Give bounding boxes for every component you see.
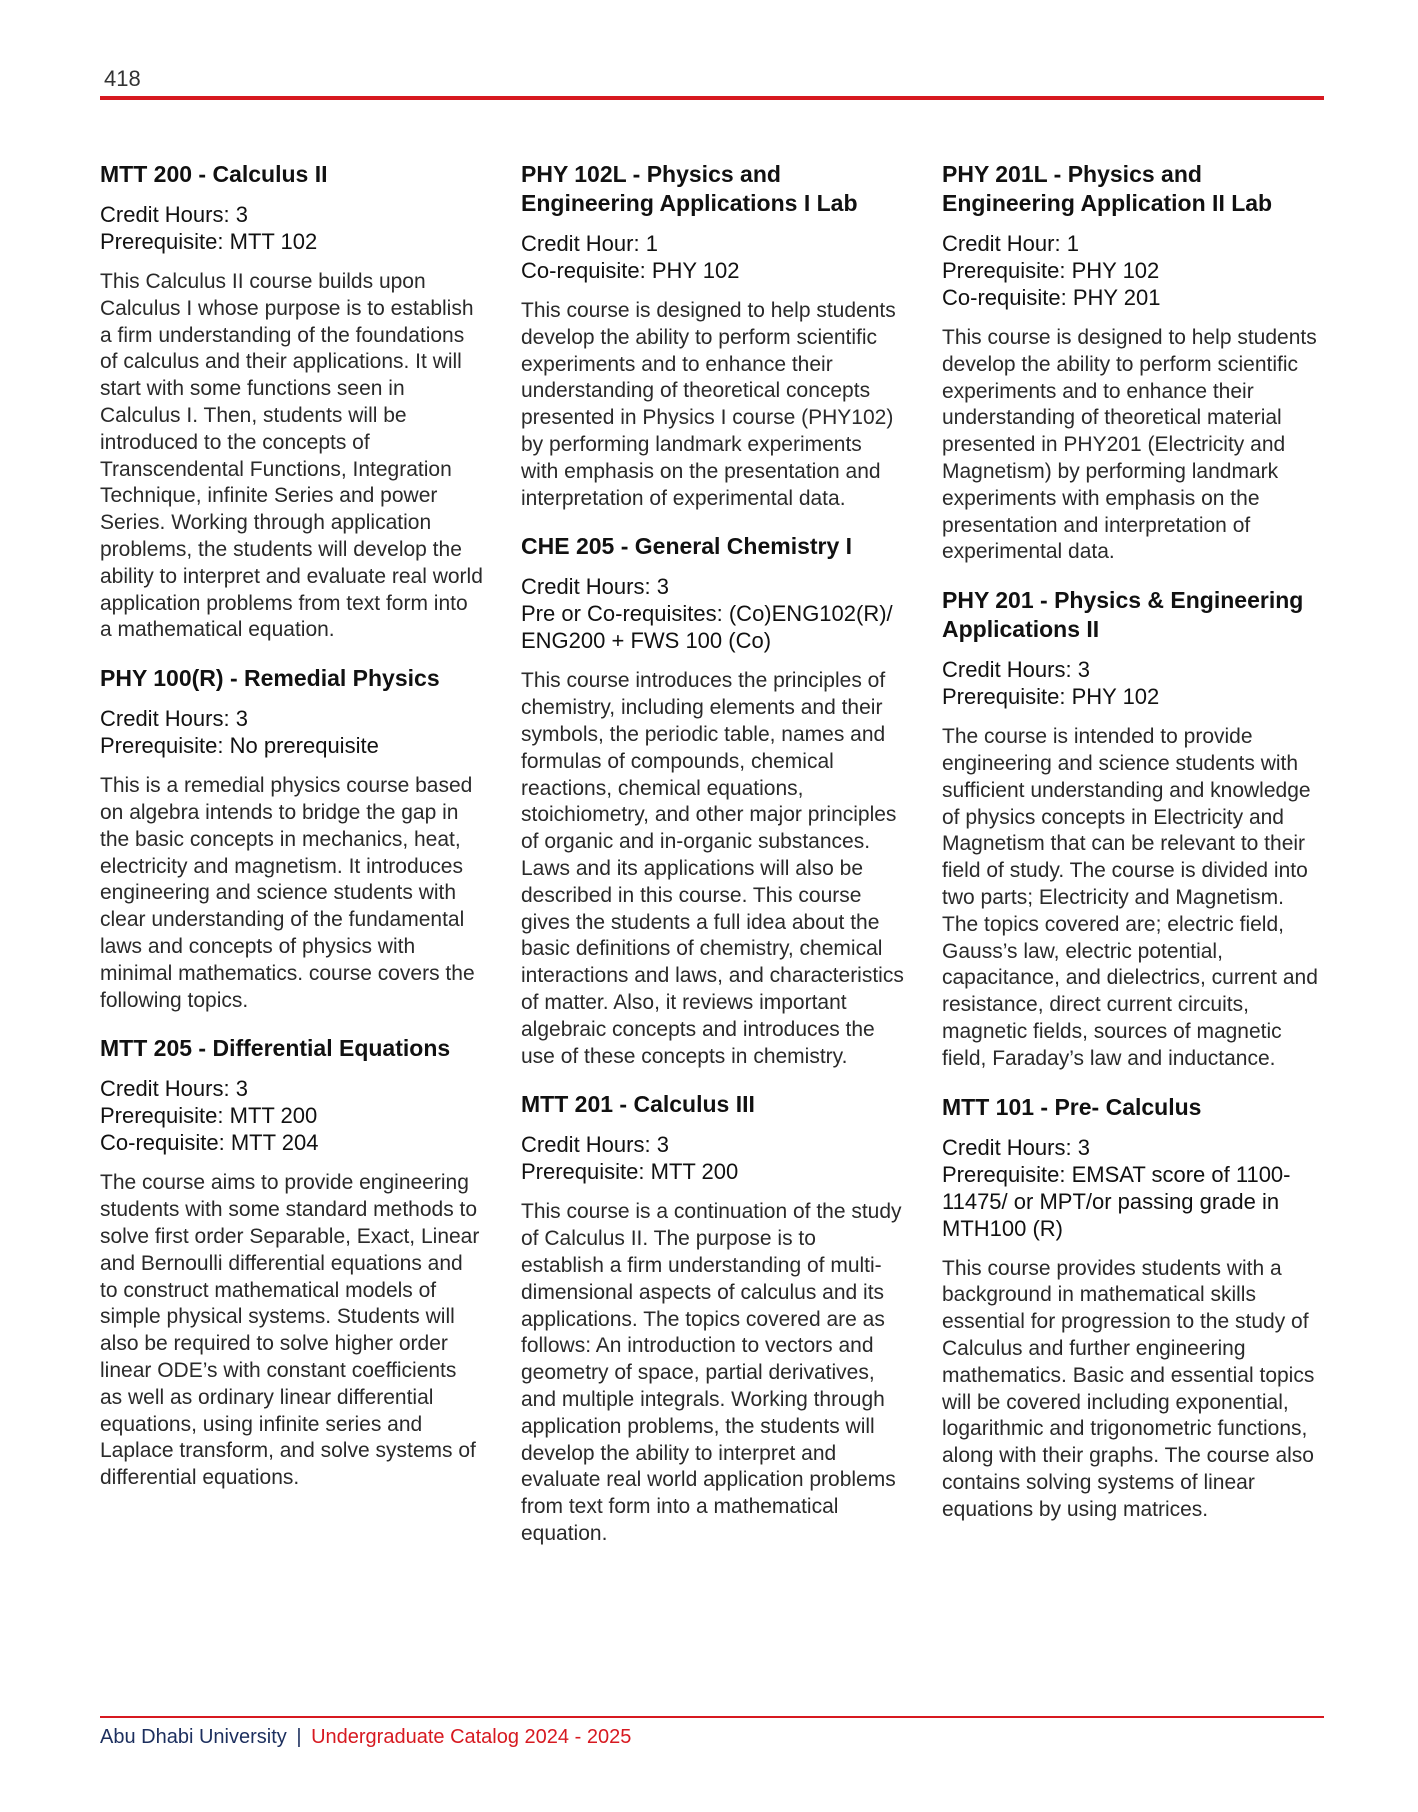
prerequisite: Prerequisite: MTT 200 bbox=[521, 1159, 739, 1185]
page-number: 418 bbox=[104, 66, 141, 91]
course-meta bbox=[521, 1131, 904, 1185]
prerequisite: Prerequisite: PHY 102 bbox=[942, 684, 1160, 710]
course-entry-che205 bbox=[521, 532, 904, 1070]
course-meta bbox=[521, 573, 904, 654]
credit-hours: Credit Hours: 3 bbox=[521, 574, 669, 600]
column-1 bbox=[100, 160, 483, 1568]
credit-hours: Credit Hour: 1 bbox=[521, 231, 658, 256]
prerequisite: Prerequisite: EMSAT score of 1100-11475/ or MPT/or passing grade in MTH100 (R) bbox=[942, 1161, 1291, 1241]
course-entry-mtt101 bbox=[942, 1093, 1325, 1524]
course-description: This course introduces the principles of chemistry, including elements and their symbols, the periodic table, names and formulas of compounds, chemical reactions, chemical equations, stoichiometry, and other major principles of organic and in-organic substances. Laws and its applications will also be described in this course. This course gives the students a full idea about the basic definitions of chemistry, chemical interactions and laws, and characteristics of matter. Also, it reviews important algebraic concepts and introduces the use of these concepts in chemistry. bbox=[521, 669, 904, 1068]
credit-hours: Credit Hours: 3 bbox=[521, 1132, 669, 1158]
footer-catalog: Undergraduate Catalog 2024 - 2025 bbox=[311, 1726, 632, 1748]
course-description: This course is a continuation of the study of Calculus II. The purpose is to establish a firm understanding of multi-dimensional aspects of calculus and its applications. The topics covered are as follows: An introduction to vectors and geometry of space, partial derivatives, and multiple integrals. Working through application problems, the students will develop the ability to interpret and evaluate real world application problems from text form into a mathematical equation. bbox=[521, 1200, 902, 1545]
course-meta bbox=[100, 201, 483, 255]
course-title: PHY 201 - Physics & Engineering Applications II bbox=[942, 587, 1304, 643]
course-entry-mtt200 bbox=[100, 160, 483, 644]
course-entry-phy201l bbox=[942, 160, 1325, 566]
course-description: This course is designed to help students develop the ability to perform scientific experiments and to enhance their understanding of theoretical concepts presented in Physics I course (PHY102) by performing landmark experiments with emphasis on the presentation and interpretation of experimental data. bbox=[521, 299, 896, 510]
credit-hours: Credit Hours: 3 bbox=[942, 1134, 1090, 1160]
course-columns bbox=[100, 160, 1324, 1568]
course-entry-phy102l bbox=[521, 160, 904, 512]
course-meta bbox=[942, 1134, 1325, 1242]
course-meta bbox=[521, 230, 904, 284]
course-title: MTT 200 - Calculus II bbox=[100, 161, 328, 187]
corequisite: Co-requisite: PHY 102 bbox=[521, 258, 740, 283]
top-divider bbox=[100, 96, 1324, 100]
column-2 bbox=[521, 160, 904, 1568]
prerequisite: Prerequisite: PHY 102 bbox=[942, 258, 1160, 283]
course-meta bbox=[100, 1075, 483, 1156]
credit-hours: Credit Hour: 1 bbox=[942, 231, 1079, 256]
course-meta bbox=[100, 705, 483, 759]
course-title: PHY 102L - Physics and Engineering Applications I Lab bbox=[521, 161, 858, 216]
course-meta bbox=[942, 230, 1325, 311]
footer-university: Abu Dhabi University bbox=[100, 1726, 287, 1748]
course-title: PHY 201L - Physics and Engineering Application II Lab bbox=[942, 161, 1273, 216]
footer bbox=[100, 1724, 631, 1750]
prerequisite: Prerequisite: MTT 102 bbox=[100, 229, 318, 254]
prerequisite: Prerequisite: No prerequisite bbox=[100, 733, 379, 759]
credit-hours: Credit Hours: 3 bbox=[942, 657, 1090, 683]
corequisite: Co-requisite: PHY 201 bbox=[942, 285, 1161, 310]
course-description: The course is intended to provide engineering and science students with sufficient understanding and knowledge of physics concepts in Electricity and Magnetism that can be relevant to their field of study. The course is divided into two parts; Electricity and Magnetism. The topics covered are; electric field, Gauss’s law, electric potential, capacitance, and dielectrics, current and resistance, direct current circuits, magnetic fields, sources of magnetic field, Faraday’s law and inductance. bbox=[942, 725, 1318, 1070]
bottom-divider bbox=[100, 1716, 1324, 1718]
course-title: PHY 100(R) - Remedial Physics bbox=[100, 665, 440, 692]
course-entry-mtt201 bbox=[521, 1090, 904, 1547]
course-title: CHE 205 - General Chemistry I bbox=[521, 533, 853, 560]
credit-hours: Credit Hours: 3 bbox=[100, 1076, 248, 1102]
prerequisite: Pre or Co-requisites: (Co)ENG102(R)/ ENG200 + FWS 100 (Co) bbox=[521, 601, 893, 654]
course-description: This course provides students with a background in mathematical skills essential for progression to the study of Calculus and further engineering mathematics. Basic and essential topics will be covered including exponential, logarithmic and trigonometric functions, along with their graphs. The course also contains solving systems of linear equations by using matrices. bbox=[942, 1256, 1315, 1521]
course-description: This Calculus II course builds upon Calculus I whose purpose is to establish a firm understanding of the foundations of calculus and their applications. It will start with some functions seen in Calculus I. Then, students will be introduced to the concepts of Transcendental Functions, Integration Technique, infinite Series and power Series. Working through application problems, the students will develop the ability to interpret and evaluate real world application problems from text form into a mathematical equation. bbox=[100, 270, 483, 642]
course-entry-phy100r bbox=[100, 664, 483, 1014]
prerequisite: Prerequisite: MTT 200 bbox=[100, 1103, 318, 1129]
course-description: The course aims to provide engineering students with some standard methods to solve first order Separable, Exact, Linear and Bernoulli differential equations and to construct mathematical models of simple physical systems. Students will also be required to solve higher order linear ODE’s with constant coefficients as well as ordinary linear differential equations, using infinite series and Laplace transform, and solve systems of differential equations. bbox=[100, 1171, 480, 1490]
footer-separator: | bbox=[296, 1726, 302, 1748]
course-title: MTT 205 - Differential Equations bbox=[100, 1035, 451, 1062]
course-title: MTT 201 - Calculus III bbox=[521, 1091, 755, 1118]
course-entry-phy201 bbox=[942, 586, 1325, 1072]
course-entry-mtt205 bbox=[100, 1034, 483, 1492]
course-meta bbox=[942, 656, 1325, 710]
course-title: MTT 101 - Pre- Calculus bbox=[942, 1093, 1202, 1120]
credit-hours: Credit Hours: 3 bbox=[100, 706, 248, 732]
corequisite: Co-requisite: MTT 204 bbox=[100, 1130, 319, 1156]
course-description: This course is designed to help students develop the ability to perform scientific experiments and to enhance their understanding of theoretical material presented in PHY201 (Electricity and Magnetism) by performing landmark experiments with emphasis on the presentation and interpretation of experimental data. bbox=[942, 326, 1317, 564]
column-3 bbox=[942, 160, 1325, 1568]
credit-hours: Credit Hours: 3 bbox=[100, 202, 248, 227]
course-description: This is a remedial physics course based on algebra intends to bridge the gap in the basic concepts in mechanics, heat, electricity and magnetism. It introduces engineering and science students with clear understanding of the fundamental laws and concepts of physics with minimal mathematics. course covers the following topics. bbox=[100, 774, 475, 1012]
